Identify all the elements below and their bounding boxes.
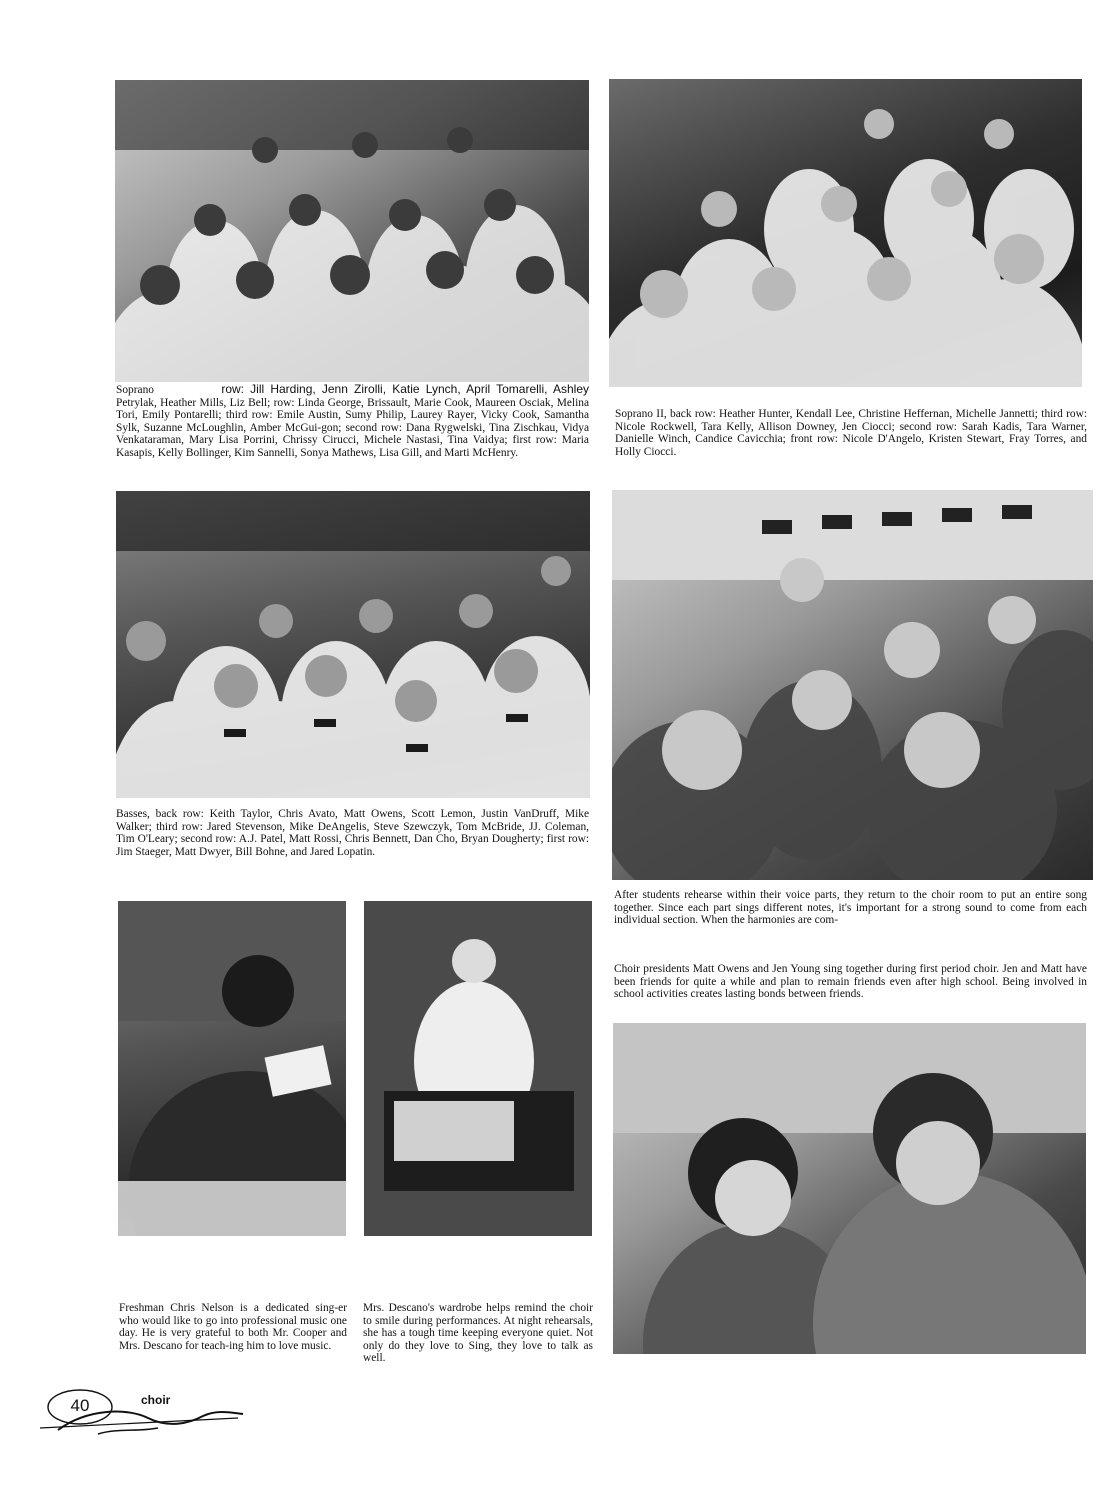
photo-mrs-descano <box>364 901 592 1236</box>
caption-soprano-one-lead: Soprano <box>116 384 154 396</box>
page-number: 40 <box>70 1396 90 1415</box>
section-name: choir <box>141 1393 171 1407</box>
caption-soprano-one <box>116 383 589 460</box>
photo-soprano-one-group <box>115 80 589 382</box>
caption-mrs-descano: Mrs. Descano's wardrobe helps remind the choir to smile during performances. At night rehearsals, she has a tough time keeping everyone quiet. Not only do they love to Sing, they love to talk as well. <box>363 1302 593 1365</box>
photo-basses-group <box>116 491 590 798</box>
caption-chris-nelson: Freshman Chris Nelson is a dedicated sing-er who would like to go into professional music one day. He is very grateful to both Mr. Cooper and Mrs. Descano for teach-ing him to love music. <box>119 1302 347 1352</box>
caption-soprano-two: Soprano II, back row: Heather Hunter, Kendall Lee, Christine Heffernan, Michelle Jannetti; third row: Nicole Rockwell, Tara Kelly, Allison Downey, Jen Ciocci; second row: Sarah Kadis, Tara Warner, Danielle Winch, Candice Cavicchia; front row: Nicole D'Angelo, Kristen Stewart, Fray Torres, and Holly Ciocci. <box>615 408 1087 458</box>
photo-soprano-two-group <box>609 79 1082 387</box>
photo-chris-nelson <box>118 901 346 1236</box>
caption-rehearsal: After students rehearse within their voice parts, they return to the choir room to put an entire song together. Since each part sings different notes, it's important for a strong sound to come from each individual section. When the harmonies are com- <box>614 889 1087 927</box>
caption-presidents: Choir presidents Matt Owens and Jen Young sing together during first period choir. Jen and Matt have been friends for quite a while and plan to remain friends even after high school. Being involved in school activities creates lasting bonds between friends. <box>614 963 1087 1001</box>
caption-soprano-one-body: Petrylak, Heather Mills, Liz Bell; row: Linda George, Brissault, Marie Cook, Maureen Osciak, Melina Tori, Emily Pontarelli; third row: Emile Austin, Sumy Philip, Laurey Rayer, Vicky Cook, Samantha Sylk, Suzanne McLoughlin, Amber McGui-gon; second row: Dana Rygwelski, Tina Zischkau, Vidya Venkataraman, Mary Lisa Porrini, Chrissy Cirucci, Michele Nastasi, Tina Vaidya; first row: Maria Kasapis, Kelly Bollinger, Kim Sannelli, Sonya Mathews, Lisa Gill, and Marti McHenry. <box>116 396 589 459</box>
page-folio <box>38 1388 253 1448</box>
photo-matt-owens-jen-young <box>613 1023 1086 1354</box>
photo-choir-rehearsal <box>612 490 1093 880</box>
caption-soprano-one-first-line: row: Jill Harding, Jenn Zirolli, Katie Lynch, April Tomarelli, Ashley <box>221 382 589 396</box>
caption-basses: Basses, back row: Keith Taylor, Chris Avato, Matt Owens, Scott Lemon, Justin VanDruff, Mike Walker; third row: Jared Stevenson, Mike DeAngelis, Steve Szewczyk, Tom McBride, JJ. Coleman, Tim O'Leary; second row: A.J. Patel, Matt Rossi, Chris Bennett, Dan Cho, Bryan Dougherty; first row: Jim Staeger, Matt Dwyer, Bill Bohne, and Jared Lopatin. <box>116 808 589 858</box>
